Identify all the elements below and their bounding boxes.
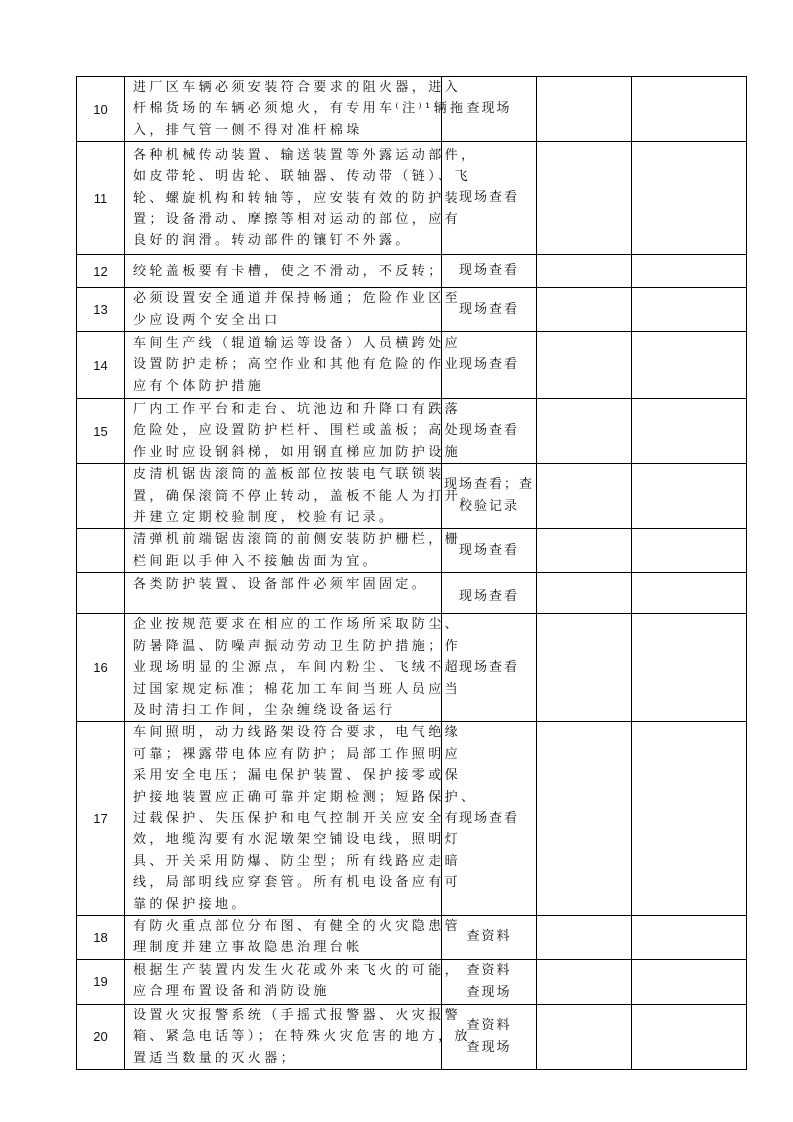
requirement-cell — [125, 722, 478, 916]
table-row — [77, 614, 747, 722]
empty-cell — [632, 529, 747, 573]
requirement-line: 效，地缆沟要有水泥墩架空铺设电线，照明灯 — [133, 832, 462, 848]
inspection-method: 查资料 — [466, 929, 512, 945]
empty-cell — [537, 288, 632, 332]
table-row — [77, 142, 747, 255]
empty-cell — [537, 255, 632, 288]
requirement-line: 理制度并建立事故隐患治理台帐 — [133, 940, 363, 956]
empty-cell — [632, 959, 747, 1004]
row-number — [77, 464, 125, 529]
requirement-line: 应合理布置设备和消防设施 — [133, 984, 330, 1000]
inspection-method: 查现场 — [466, 101, 512, 117]
requirement-line: 应有个体防护措施 — [133, 378, 265, 394]
requirement-cell — [125, 959, 462, 1004]
requirement-cell — [125, 464, 478, 529]
requirement-line: 企业按规范要求在相应的工作场所采取防尘、 — [133, 617, 462, 633]
empty-cell — [632, 614, 747, 722]
table-row — [77, 959, 747, 1004]
empty-cell — [632, 77, 747, 142]
requirement-line: 各种机械传动装置、输送装置等外露运动部件， — [133, 147, 478, 163]
table-row — [77, 722, 747, 916]
requirement-cell — [125, 573, 442, 614]
requirement-line: 具、开关采用防爆、防尘型；所有线路应走暗 — [133, 853, 462, 869]
empty-cell — [632, 573, 747, 614]
requirement-line: 栏间距以手伸入不接触齿面为宜。 — [133, 553, 380, 569]
empty-cell — [537, 77, 632, 142]
empty-cell — [537, 529, 632, 573]
inspection-method: 查现场 — [466, 1039, 512, 1055]
empty-cell — [537, 399, 632, 464]
row-number: 20 — [77, 1004, 125, 1069]
empty-cell — [537, 1004, 632, 1069]
row-number: 19 — [77, 959, 125, 1004]
inspection-method: 查资料 — [466, 1017, 512, 1033]
requirement-line: 采用安全电压；漏电保护装置、保护接零或保 — [133, 768, 462, 784]
requirement-line: 置，确保滚筒不停止转动，盖板不能人为打开。 — [133, 488, 478, 504]
empty-cell — [632, 142, 747, 255]
row-number: 14 — [77, 332, 125, 399]
requirement-cell — [125, 614, 462, 722]
row-number: 16 — [77, 614, 125, 722]
row-number: 13 — [77, 288, 125, 332]
empty-cell — [632, 722, 747, 916]
requirement-cell — [125, 915, 462, 959]
table-row — [77, 573, 747, 614]
empty-cell — [632, 464, 747, 529]
requirement-cell — [125, 255, 445, 288]
inspection-method: 现场查看 — [458, 659, 519, 675]
empty-cell — [537, 142, 632, 255]
requirement-line: 靠的保护接地。 — [133, 896, 248, 912]
table-row — [77, 399, 747, 464]
row-number: 12 — [77, 255, 125, 288]
requirement-line: 有防火重点部位分布图、有健全的火灾隐患管 — [133, 918, 462, 934]
empty-cell — [537, 332, 632, 399]
requirement-line: 各类防护装置、设备部件必须牢固固定。 — [133, 577, 429, 593]
requirement-line: 设置火灾报警系统（手摇式报警器、火灾报警 — [133, 1007, 462, 1023]
requirement-line: 线，局部明线应穿套管。所有机电设备应有可 — [133, 875, 462, 891]
requirement-line: 少应设两个安全出口 — [133, 312, 281, 328]
inspection-method: 查现场 — [466, 984, 512, 1000]
row-number — [77, 529, 125, 573]
inspection-method: 现场查看 — [458, 542, 519, 558]
table-row — [77, 529, 747, 573]
inspection-method: 校验记录 — [458, 499, 519, 515]
requirement-line: 清弹机前端锯齿滚筒的前侧安装防护栅栏，栅 — [133, 532, 462, 548]
requirement-line: 护接地装置应正确可靠并定期检测；短路保护、 — [133, 789, 478, 805]
requirement-line: 并建立定期校验制度，校验有记录。 — [133, 510, 396, 526]
inspection-method: 现场查看 — [458, 263, 519, 279]
row-number: 11 — [77, 142, 125, 255]
requirement-line: 业现场明显的尘源点，车间内粉尘、飞绒不超 — [133, 660, 462, 676]
requirement-cell — [125, 1004, 471, 1069]
inspection-table — [76, 76, 747, 1070]
requirement-line: 皮清机锯齿滚筒的盖板部位按装电气联锁装 — [133, 467, 445, 483]
empty-cell — [537, 722, 632, 916]
table-body — [77, 77, 747, 1070]
requirement-line: 过载保护、失压保护和电气控制开关应安全有 — [133, 810, 462, 826]
row-number: 15 — [77, 399, 125, 464]
empty-cell — [632, 915, 747, 959]
requirement-line: 如皮带轮、明齿轮、联轴器、传动带（链）、飞 — [133, 169, 471, 185]
empty-cell — [537, 959, 632, 1004]
empty-cell — [537, 915, 632, 959]
requirement-line: 危险处，应设置防护栏杆、围栏或盖板；高处 — [133, 423, 462, 439]
table-row — [77, 915, 747, 959]
requirement-cell — [125, 288, 462, 332]
requirement-line: 置适当数量的灭火器； — [133, 1050, 298, 1066]
requirement-line: 必须设置安全通道并保持畅通；危险作业区至 — [133, 291, 462, 307]
requirement-line: 进厂区车辆必须安装符合要求的阻火器，进入 — [133, 80, 462, 95]
inspection-method: 现场查看 — [458, 301, 519, 317]
inspection-method: 查资料 — [466, 962, 512, 978]
row-number — [77, 573, 125, 614]
requirement-line: 车间照明，动力线路架设符合要求，电气绝缘 — [133, 725, 462, 741]
requirement-cell — [125, 142, 478, 255]
requirement-line: 可靠；裸露带电体应有防护；局部工作照明应 — [133, 746, 462, 762]
empty-cell — [632, 288, 747, 332]
requirement-line: 过国家规定标准；棉花加工车间当班人员应当 — [133, 681, 462, 697]
table-row — [77, 288, 747, 332]
requirement-cell — [125, 77, 467, 142]
inspection-method-cell — [442, 255, 537, 288]
inspection-method-cell — [442, 573, 537, 614]
requirement-line: 作业时应设钢斜梯，如用钢直梯应加防护设施 — [133, 444, 462, 460]
row-number: 17 — [77, 722, 125, 916]
requirement-line: 根据生产装置内发生火花或外来飞火的可能， — [133, 962, 462, 978]
requirement-line: 防暑降温、防噪声振动劳动卫生防护措施；作 — [133, 638, 462, 654]
table-row — [77, 255, 747, 288]
empty-cell — [537, 573, 632, 614]
empty-cell — [537, 464, 632, 529]
empty-cell — [632, 1004, 747, 1069]
requirement-line: 厂内工作平台和走台、坑池边和升降口有跌落 — [133, 402, 462, 418]
table-row — [77, 77, 747, 142]
requirement-cell — [125, 399, 462, 464]
requirement-line: 设置防护走桥；高空作业和其他有危险的作业 — [133, 357, 462, 373]
requirement-line: 良好的润滑。转动部件的镶钉不外露。 — [133, 233, 412, 249]
table-row — [77, 332, 747, 399]
requirement-line: 箱、紧急电话等）；在特殊火灾危害的地方，放 — [133, 1029, 471, 1045]
requirement-line: 轮、螺旋机构和转轴等，应安装有效的防护装 — [133, 190, 462, 206]
empty-cell — [632, 399, 747, 464]
requirement-line: 杆棉货场的车辆必须熄火，有专用车⁽注⁾¹辆拖 — [133, 101, 467, 117]
row-number: 10 — [77, 77, 125, 142]
requirement-line: 车间生产线（辊道输运等设备）人员横跨处应 — [133, 335, 462, 351]
inspection-method: 现场查看 — [458, 357, 519, 373]
empty-cell — [537, 614, 632, 722]
table-row — [77, 1004, 747, 1069]
row-number: 18 — [77, 915, 125, 959]
empty-cell — [632, 255, 747, 288]
requirement-cell — [125, 529, 462, 573]
requirement-line: 入，排气管一侧不得对准杆棉垛 — [133, 122, 363, 138]
table-row — [77, 464, 747, 529]
requirement-line: 及时清扫工作间，尘杂缠绕设备运行 — [133, 702, 396, 718]
inspection-method: 现场查看 — [458, 810, 519, 826]
inspection-method: 现场查看 — [458, 589, 519, 605]
requirement-cell — [125, 332, 462, 399]
inspection-method: 现场查看 — [458, 190, 519, 206]
empty-cell — [632, 332, 747, 399]
requirement-line: 绞轮盖板要有卡槽，使之不滑动，不反转； — [133, 263, 445, 279]
requirement-line: 置；设备滑动、摩擦等相对运动的部位，应有 — [133, 211, 462, 227]
inspection-method: 现场查看 — [458, 423, 519, 439]
inspection-method: 现场查看；查 — [443, 477, 534, 493]
